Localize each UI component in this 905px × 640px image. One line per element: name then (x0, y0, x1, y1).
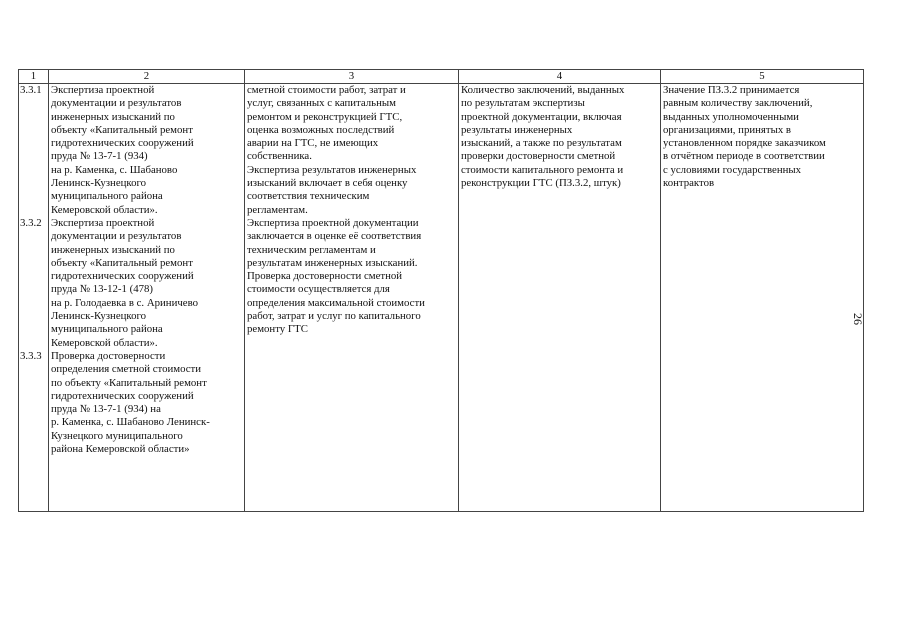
item-numbers-cell (19, 84, 49, 512)
column-header-4: 4 (459, 70, 661, 84)
indicator-cell: Количество заключений, выданных по результатам экспертизы проектной документации, включая результаты инженерных изысканий, а также по результатам проверки достоверности сметной стоимости капитального ремонта и реконструкции ГТС (ПЗ.3.2, штук) (459, 84, 661, 512)
column-header-3: 3 (245, 70, 459, 84)
table-header-row (19, 70, 864, 84)
item-names-cell (49, 84, 245, 512)
item-3-3-1-name: Экспертиза проектной документации и результатов инженерных изысканий по объекту «Капитальный ремонт гидротехнических сооружений пруда № 13-7-1 (934) на р. Каменка, с. Шабаново Ленинск-Кузнецкого муниципального района Кемеровской области». (51, 84, 194, 216)
item-3-3-2-name: Экспертиза проектной документации и результатов инженерных изысканий по объекту «Капитальный ремонт гидротехнических сооружений пруда № 13-12-1 (478) на р. Голодаевка в с. Ариничево Ленинск-Кузнецкого муниципального района Кемеровской области». (51, 216, 199, 349)
column-header-2: 2 (49, 70, 245, 84)
item-3-3-3-name: Проверка достоверности определения сметной стоимости по объекту «Капитальный ремонт гидротехнических сооружений пруда № 13-7-1 (934) на р. Каменка, с. Шабаново Ленинск- Кузнецкого муниципального района Кемеровской области» (51, 349, 210, 456)
item-number-3-3-2: 3.3.2 (20, 216, 42, 229)
calculation-method-cell: Значение ПЗ.3.2 принимается равным количеству заключений, выданных уполномоченными организациями, принятых в установленном порядке заказчиком в отчётном периоде в соответствии с условиями государственных контрактов (661, 84, 864, 512)
page-number: 26 (851, 313, 865, 325)
item-number-3-3-3: 3.3.3 (20, 349, 42, 362)
column-header-1: 1 (19, 70, 49, 84)
item-number-3-3-1: 3.3.1 (20, 84, 42, 96)
document-table (18, 69, 864, 512)
column-header-5: 5 (661, 70, 864, 84)
description-cell: сметной стоимости работ, затрат и услуг, связанных с капитальным ремонтом и реконструкцией ГТС, оценка возможных последствий аварии на ГТС, не имеющих собственника. Экспертиза результатов инженерных изысканий включает в себя оценку соответствия техническим регламентам. Экспертиза проектной документации заключается в оценке её соответствия техническим регламентам и результатам инженерных изысканий. Проверка достоверности сметной стоимости осуществляется для определения максимальной стоимости работ, затрат и услуг по капитального ремонту ГТС (245, 84, 459, 512)
table-row (19, 84, 864, 512)
